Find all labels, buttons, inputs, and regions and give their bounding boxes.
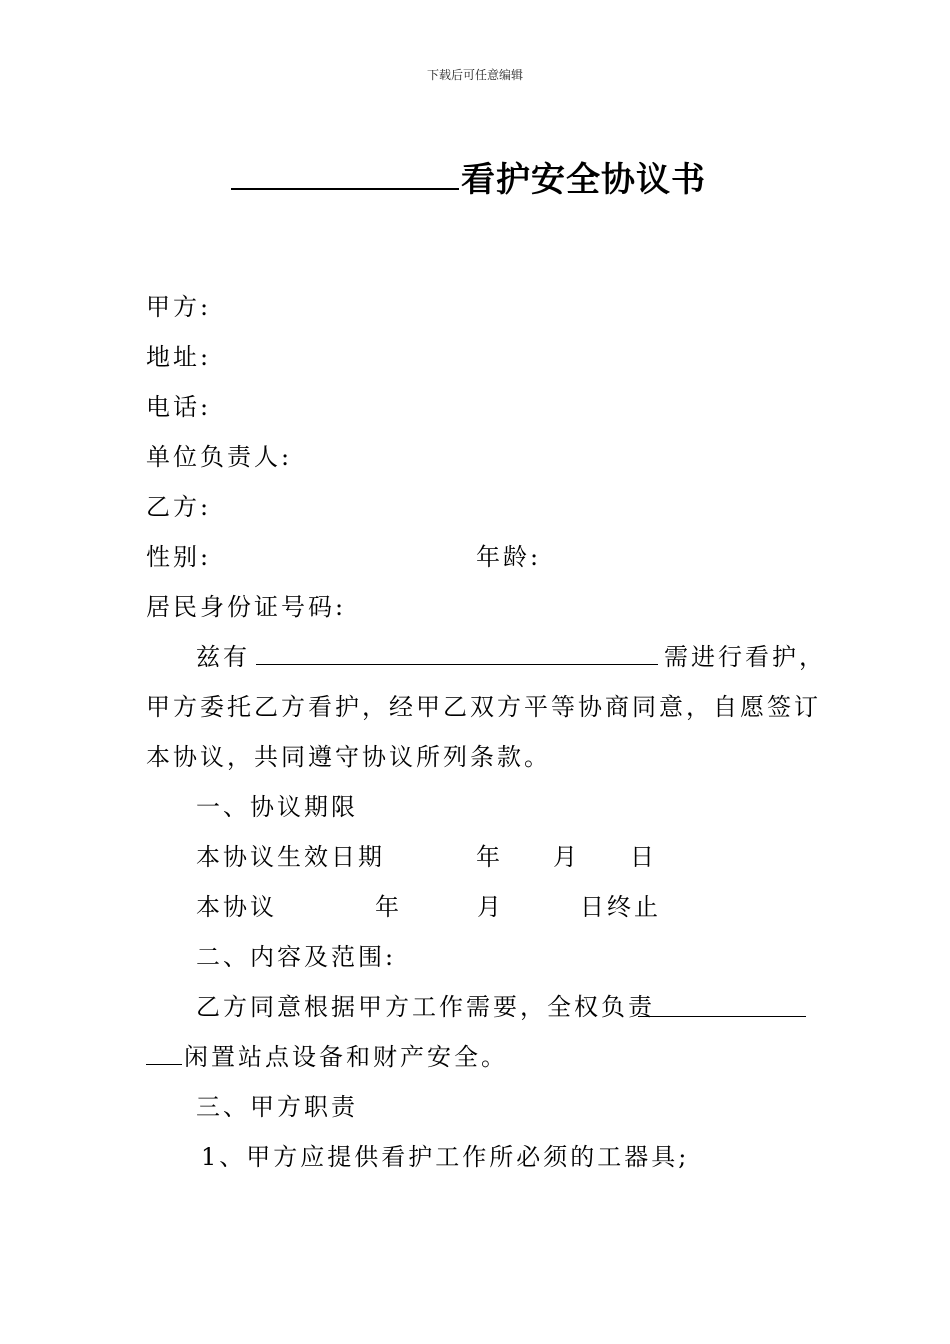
phone-label: 电话: — [146, 393, 212, 421]
section-2-line-1: 乙方同意根据甲方工作需要，全权负责 — [196, 993, 655, 1021]
intro-prefix: 兹有 — [196, 643, 250, 671]
document-title — [231, 152, 731, 198]
effective-month-label: 月 — [553, 843, 580, 871]
scope-blank-line — [638, 1016, 806, 1017]
end-month-label: 月 — [477, 893, 504, 921]
intro-line-3: 本协议，共同遵守协议所列条款。 — [146, 743, 551, 771]
intro-suffix: 需进行看护， — [664, 643, 826, 671]
responsible-person-label: 单位负责人: — [146, 443, 293, 471]
gender-label: 性别: — [146, 543, 212, 571]
age-label: 年龄: — [476, 543, 542, 571]
section-2-line-2: 闲置站点设备和财产安全。 — [184, 1043, 508, 1071]
section-2-heading: 二、内容及范围: — [196, 943, 397, 971]
title-text: 看护安全协议书 — [461, 160, 706, 200]
party-b-label: 乙方: — [146, 493, 212, 521]
id-number-label: 居民身份证号码: — [146, 593, 347, 621]
intro-line-2: 甲方委托乙方看护，经甲乙双方平等协商同意，自愿签订 — [146, 693, 821, 721]
section-3-heading: 三、甲方职责 — [196, 1093, 358, 1121]
section-3-item-1: 1、甲方应提供看护工作所必须的工器具; — [201, 1143, 690, 1171]
end-year-label: 年 — [375, 893, 402, 921]
section-1-heading: 一、协议期限 — [196, 793, 358, 821]
intro-blank-line — [256, 664, 658, 665]
effective-day-label: 日 — [630, 843, 657, 871]
scope-blank-line-2 — [146, 1064, 182, 1065]
address-label: 地址: — [146, 343, 212, 371]
party-a-label: 甲方: — [146, 293, 212, 321]
effective-date-label: 本协议生效日期 — [196, 843, 385, 871]
title-blank-line — [231, 188, 459, 190]
end-day-suffix: 日终止 — [580, 893, 661, 921]
effective-year-label: 年 — [476, 843, 503, 871]
header-note: 下载后可任意编辑 — [426, 68, 523, 82]
end-date-label: 本协议 — [196, 893, 277, 921]
